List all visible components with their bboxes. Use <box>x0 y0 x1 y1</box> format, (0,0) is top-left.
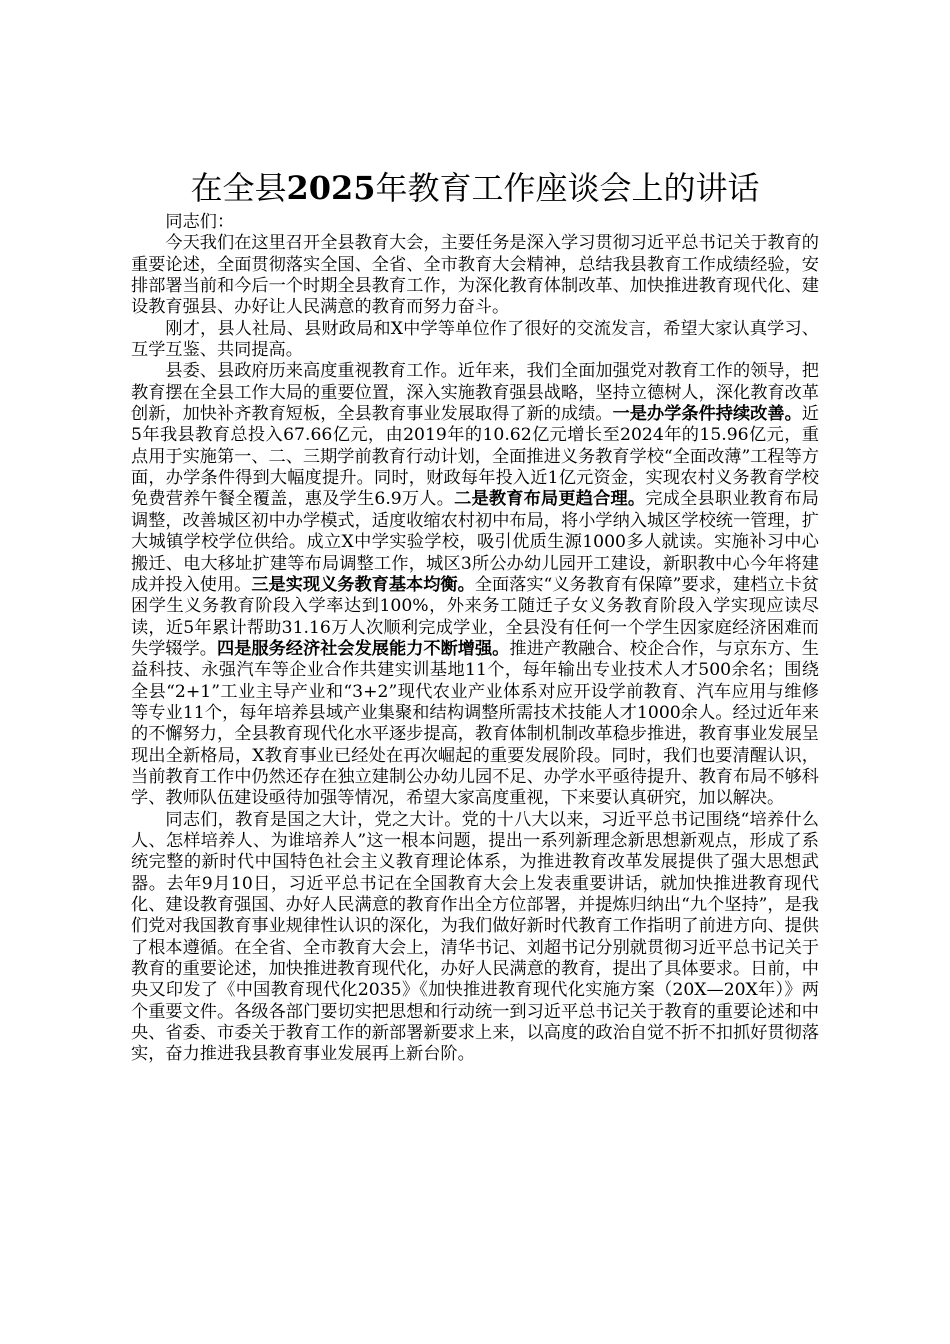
achievement-text-3: 全面落实“义务教育有保障”要求，建档立卡贫困学生义务教育阶段入学率达到100%，外来务工随迁子女义务教育阶段入学实现应读尽读，近5年累计帮助31.16万人次顺利完成学业，全县没有任何一个学生因家庭经济困难而失学辍学。 <box>131 574 819 659</box>
salutation: 同志们： <box>165 212 235 232</box>
document-title <box>100 166 850 210</box>
achievement-heading-2: 二是教育布局更趋合理。 <box>454 489 646 510</box>
paragraph-1: 今天我们在这里召开全县教育大会，主要任务是深入学习贯彻习近平总书记关于教育的重要论述，全面贯彻落实全国、全省、全市教育大会精神，总结我县教育工作成绩经验，安排部署当前和今后一个时期全县教育工作，为深化教育体制改革、加快推进教育现代化、建设教育强县、办好让人民满意的教育而努力奋斗。 <box>131 233 819 318</box>
achievement-heading-1: 一是办学条件持续改善。 <box>612 404 802 425</box>
achievement-text-1: 近5年我县教育总投入67.66亿元，由2019年的10.62亿元增长至2024年的15.96亿元，重点用于实施第一、二、三期学前教育行动计划，全面推进义务教育学校“全面改薄”工程等方面，办学条件得到大幅度提升。同时，财政每年投入近1亿元资金，实现农村义务教育学校免费营养午餐全覆盖，惠及学生6.9万人。 <box>131 404 819 510</box>
paragraph-3-intro: 县委、县政府历来高度重视教育工作。近年来，我们全面加强党对教育工作的领导，把教育摆在全县工作大局的重要位置，深入实施教育强县战略，坚持立德树人，深化教育改革创新，加快补齐教育短板，全县教育事业发展取得了新的成绩。 <box>131 361 819 425</box>
paragraph-2: 刚才，县人社局、县财政局和X中学等单位作了很好的交流发言，希望大家认真学习、互学互鉴、共同提高。 <box>131 318 819 361</box>
achievement-heading-3: 三是实现义务教育基本均衡。 <box>251 574 475 595</box>
achievement-text-4: 推进产教融合、校企合作，与京东方、生益科技、永强汽车等企业合作共建实训基地11个，每年输出专业技术人才500余名；围绕全县“2+1”工业主导产业和“3+2”现代农业产业体系对应开设学前教育、汽车应用与维修等专业11个，每年培养县域产业集聚和结构调整所需技术技能人才1000余人。经过近年来的不懈努力，全县教育现代化水平逐步提高，教育体制机制改革稳步推进，教育事业发展呈现出全新格局，X教育事业已经处在再次崛起的重要发展阶段。同时，我们也要清醒认识，当前教育工作中仍然还存在独立建制公办幼儿园不足、办学水平亟待提升、教育布局不够科学、教师队伍建设亟待加强等情况，希望大家高度重视，下来要认真研究，加以解决。 <box>131 638 819 809</box>
paragraph-4: 同志们，教育是国之大计，党之大计。党的十八大以来，习近平总书记围绕“培养什么人、怎样培养人、为谁培养人”这一根本问题，提出一系列新理念新思想新观点，形成了系统完整的新时代中国特色社会主义教育理论体系，为推进教育改革发展提供了强大思想武器。去年9月10日，习近平总书记在全国教育大会上发表重要讲话，就加快推进教育现代化、建设教育强国、办好人民满意的教育作出全方位部署，并提炼归纳出“九个坚持”，是我们党对我国教育事业规律性认识的深化，为我们做好新时代教育工作指明了前进方向、提供了根本遵循。在全省、全市教育大会上，清华书记、刘超书记分别就贯彻习近平总书记关于教育的重要论述，加快推进教育现代化，办好人民满意的教育，提出了具体要求。日前，中央又印发了《中国教育现代化2035》《加快推进教育现代化实施方案（20X—20X年）》两个重要文件。各级各部门要切实把思想和行动统一到习近平总书记关于教育的重要论述和中央、省委、市委关于教育工作的新部署新要求上来，以高度的政治自觉不折不扣抓好贯彻落实，奋力推进我县教育事业发展再上新台阶。 <box>131 809 819 1065</box>
achievement-text-2: 完成全县职业教育布局调整，改善城区初中办学模式，适度收缩农村初中布局，将小学纳入城区学校统一管理，扩大城镇学校学位供给。成立X中学实验学校，吸引优质生源1000多人就读。实施补习中心搬迁、电大移址扩建等布局调整工作，城区3所公办幼儿园开工建设，新职教中心今年将建成并投入使用。 <box>131 489 819 595</box>
title-suffix: 年教育工作座谈会上的讲话 <box>375 169 760 207</box>
paragraph-3 <box>131 361 819 809</box>
document-body <box>131 212 819 1066</box>
title-year: 2025 <box>286 169 376 207</box>
achievement-heading-4: 四是服务经济社会发展能力不断增强。 <box>217 638 510 659</box>
title-prefix: 在全县 <box>190 169 287 207</box>
